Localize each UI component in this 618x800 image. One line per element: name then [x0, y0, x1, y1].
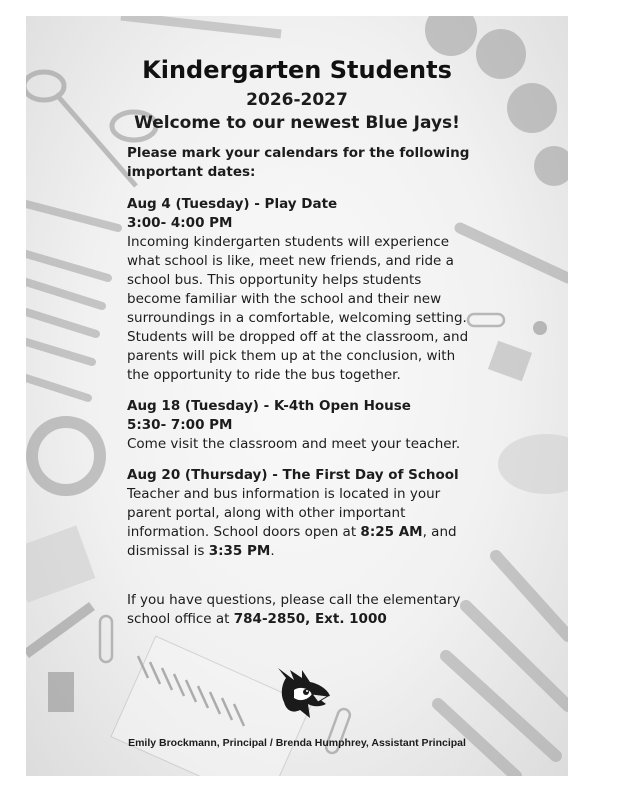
main-content: [127, 144, 472, 629]
page-title: Kindergarten Students: [142, 56, 452, 84]
blue-jay-mascot-icon: [272, 662, 334, 724]
intro-text: Please mark your calendars for the following important dates:: [127, 145, 470, 180]
contact-text: [127, 591, 472, 629]
welcome-heading: Welcome to our newest Blue Jays!: [134, 113, 460, 133]
event-time: 5:30- 7:00 PM: [127, 417, 233, 433]
first-day-text-end: .: [270, 543, 275, 559]
first-day-text-mid: , and dismissal is: [127, 524, 457, 559]
dismissal-time: 3:35 PM: [208, 543, 271, 559]
event-description: Come visit the classroom and meet your teacher.: [127, 436, 461, 452]
flyer-page: [26, 16, 568, 776]
event-open-house: [127, 397, 472, 454]
event-heading: Aug 20 (Thursday) - The First Day of School: [127, 467, 459, 483]
first-day-text: Teacher and bus information is located in your parent portal, along with other important information. School doors open at: [127, 486, 441, 540]
event-heading: Aug 4 (Tuesday) - Play Date: [127, 196, 338, 212]
event-play-date: [127, 195, 472, 385]
contact-prefix: If you have questions, please call the elementary school office at: [127, 592, 461, 627]
school-year: 2026-2027: [246, 90, 348, 110]
signature-line: Emily Brockmann, Principal / Brenda Humphrey, Assistant Principal: [128, 737, 466, 749]
office-phone: 784-2850, Ext. 1000: [233, 611, 387, 627]
event-description: Incoming kindergarten students will experience what school is like, meet new friends, and ride a school bus. This opportunity helps students become familiar with the school and their new surroundings in a comfortable, welcoming setting. Students will be dropped off at the classroom, and parents will pick them up at the conclusion, with the opportunity to ride the bus together.: [127, 234, 469, 383]
event-heading: Aug 18 (Tuesday) - K-4th Open House: [127, 398, 411, 414]
event-time: 3:00- 4:00 PM: [127, 215, 233, 231]
event-description: [127, 485, 472, 561]
event-first-day: [127, 466, 472, 561]
doors-open-time: 8:25 AM: [360, 524, 423, 540]
